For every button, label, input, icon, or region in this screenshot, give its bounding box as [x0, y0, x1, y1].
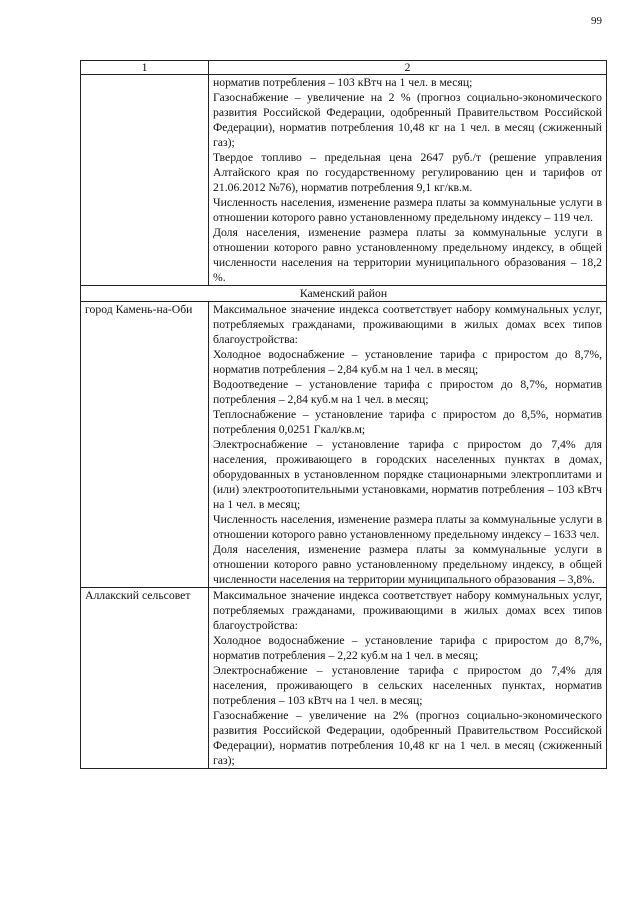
table-row [81, 588, 607, 769]
table-header-row [81, 61, 607, 75]
description-cell: Максимальное значение индекса соответствует набору коммунальных услуг, потребляемых гражданами, проживающими в жилых домах всех типов благоустройства: Холодное водоснабжение – установление тарифа с приростом до 8,7%, норматив потребления – 2,22 куб.м на 1 чел. в месяц; Электроснабжение – установление тарифа с приростом до 7,4% для населения, проживающего в сельских населенных пунктах, норматив потребления – 103 кВтч на 1 чел. в месяц; Газоснабжение – увеличение на 2% (прогноз социально-экономического развития Российской Федерации, одобренный Правительством Российской Федерации), норматив потребления 10,48 кг на 1 чел. в месяц (сжиженный газ); [209, 588, 607, 769]
municipality-cell [81, 75, 209, 286]
table-row-continuation [81, 75, 607, 286]
municipality-cell: город Камень-на-Оби [81, 302, 209, 588]
table-row [81, 302, 607, 588]
district-row [81, 286, 607, 302]
description-cell: Максимальное значение индекса соответствует набору коммунальных услуг, потребляемых гражданами, проживающими в жилых домах всех типов благоустройства: Холодное водоснабжение – установление тарифа с приростом до 8,7%, норматив потребления – 2,84 куб.м на 1 чел. в месяц; Водоотведение – установление тарифа с приростом до 8,7%, норматив потребления – 2,84 куб.м на 1 чел. в месяц; Теплоснабжение – установление тарифа с приростом до 8,5%, норматив потребления 0,0251 Гкал/кв.м; Электроснабжение – установление тарифа с приростом до 7,4% для населения, проживающего в городских населенных пунктах в домах, оборудованных в установленном порядке стационарными электроплитами и (или) электроотопительными установками, норматив потребления – 103 кВтч на 1 чел. в месяц; Численность населения, изменение размера платы за коммунальные услуги в отношении которого равно установленному предельному индексу – 1633 чел. Доля населения, изменение размера платы за коммунальные услуги в отношении которого равно установленному предельному индексу, в общей численности населения на территории муниципального образования – 3,8%. [209, 302, 607, 588]
municipality-cell: Аллакский сельсовет [81, 588, 209, 769]
district-name: Каменский район [81, 286, 607, 302]
tariff-table [80, 60, 607, 769]
column-header-1: 1 [81, 61, 209, 75]
page-number: 99 [591, 15, 602, 27]
description-cell: норматив потребления – 103 кВтч на 1 чел. в месяц; Газоснабжение – увеличение на 2 % (прогноз социально-экономического развития Российской Федерации, одобренный Правительством Российской Федерации), норматив потребления 10,48 кг на 1 чел. в месяц (сжиженный газ); Твердое топливо – предельная цена 2647 руб./т (решение управления Алтайского края по государственному регулированию цен и тарифов от 21.06.2012 №76), норматив потребления 9,1 кг/кв.м. Численность населения, изменение размера платы за коммунальные услуги в отношении которого равно установленному предельному индексу – 119 чел. Доля населения, изменение размера платы за коммунальные услуги в отношении которого равно установленному предельному индексу, в общей численности населения на территории муниципального образования – 18,2 %. [209, 75, 607, 286]
column-header-2: 2 [209, 61, 607, 75]
